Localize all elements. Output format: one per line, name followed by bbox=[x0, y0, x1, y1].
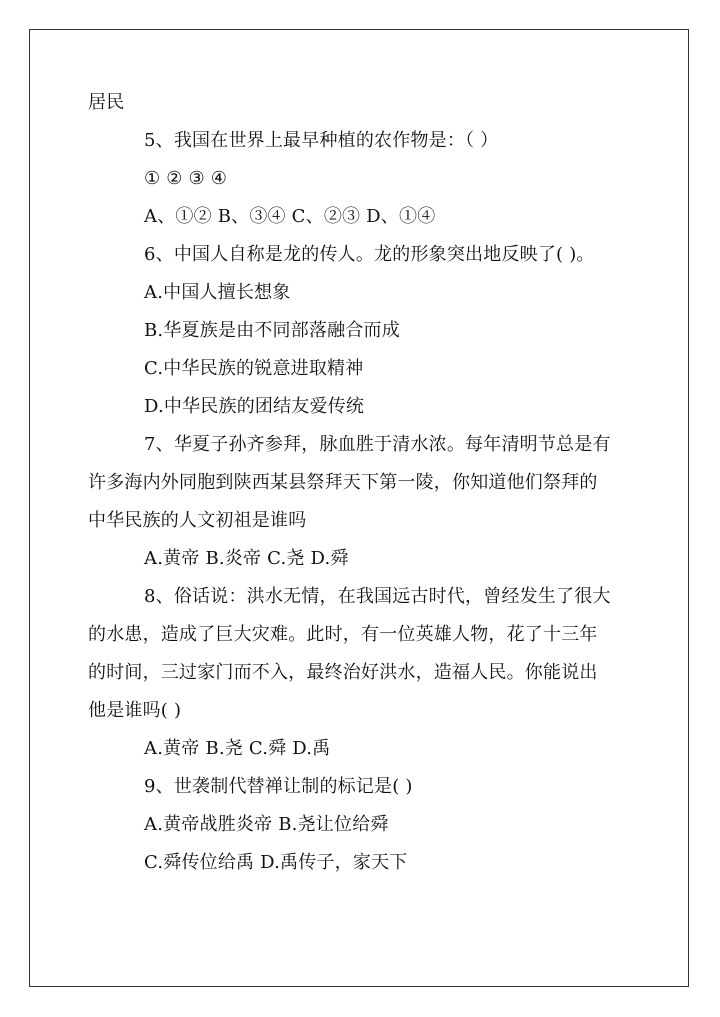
question-5-options: A、①② B、③④ C、②③ D、①④ bbox=[144, 206, 436, 227]
question-5: 5、我国在世界上最早种植的农作物是：（ ） bbox=[144, 130, 499, 151]
question-9: 9、世袭制代替禅让制的标记是( ) bbox=[144, 776, 413, 797]
question-9-options-cd: C.舜传位给禹 D.禹传子，家天下 bbox=[144, 852, 408, 873]
question-7: 7、华夏子孙齐参拜，脉血胜于清水浓。每年清明节总是有 bbox=[144, 434, 611, 455]
question-6: 6、中国人自称是龙的传人。龙的形象突出地反映了( )。 bbox=[144, 244, 595, 265]
question-6-option-b: B.华夏族是由不同部落融合而成 bbox=[144, 320, 400, 341]
question-8-line-4: 他是谁吗( ) bbox=[88, 700, 182, 721]
question-6-option-d: D.中华民族的团结友爱传统 bbox=[144, 396, 365, 417]
question-7-line-3: 中华民族的人文初祖是谁吗 bbox=[88, 510, 307, 531]
question-8-options: A.黄帝 B.尧 C.舜 D.禹 bbox=[144, 738, 331, 759]
question-8: 8、俗话说：洪水无情，在我国远古时代，曾经发生了很大 bbox=[144, 586, 611, 607]
question-6-option-c: C.中华民族的锐意进取精神 bbox=[144, 358, 364, 379]
question-9-options-ab: A.黄帝战胜炎帝 B.尧让位给舜 bbox=[144, 814, 389, 835]
question-7-options: A.黄帝 B.炎帝 C.尧 D.舜 bbox=[144, 548, 349, 569]
question-7-line-2: 许多海内外同胞到陕西某县祭拜天下第一陵，你知道他们祭拜的 bbox=[88, 472, 598, 493]
text-line-continuation: 居民 bbox=[88, 92, 125, 113]
question-5-items: ① ② ③ ④ bbox=[144, 168, 228, 189]
document-body bbox=[88, 84, 648, 882]
question-8-line-2: 的水患，造成了巨大灾难。此时，有一位英雄人物，花了十三年 bbox=[88, 624, 598, 645]
question-8-line-3: 的时间，三过家门而不入，最终治好洪水，造福人民。你能说出 bbox=[88, 662, 598, 683]
question-6-option-a: A.中国人擅长想象 bbox=[144, 282, 291, 303]
